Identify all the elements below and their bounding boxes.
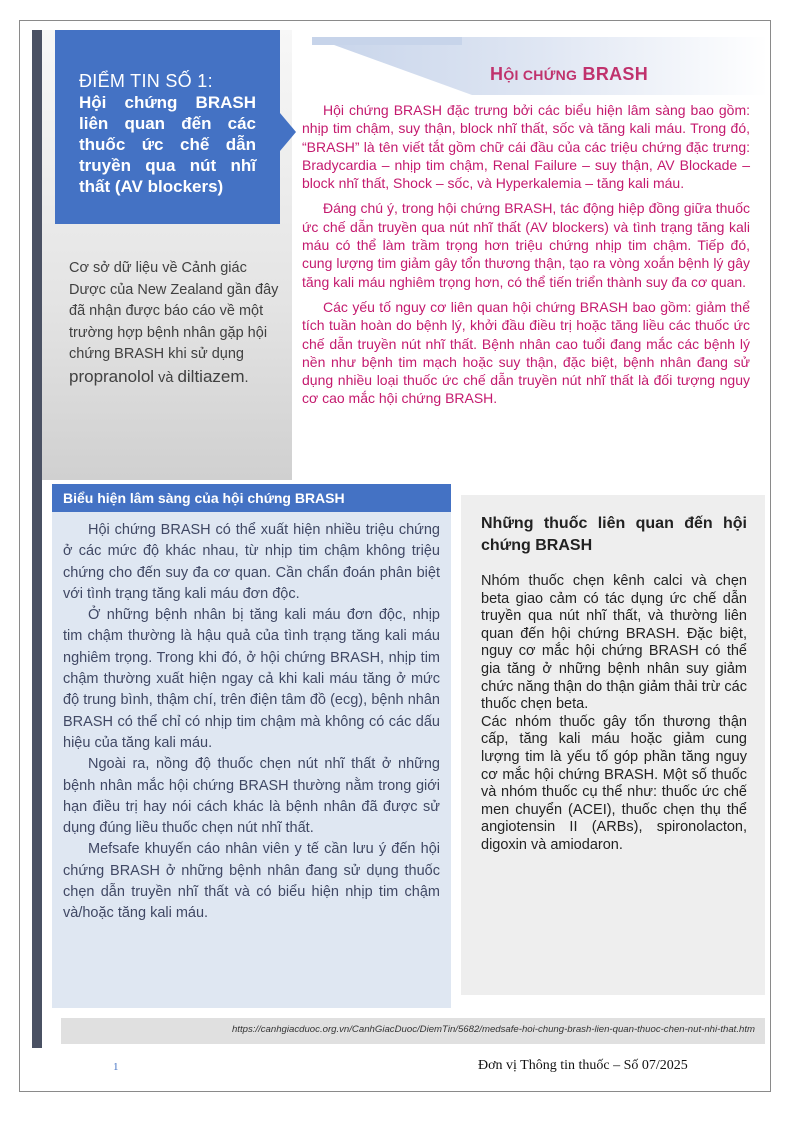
clinical-paragraph-3: Ngoài ra, nồng độ thuốc chẹn nút nhĩ thất ở những bệnh nhân mắc hội chứng BRASH thường nằm trong giới hạn điều trị hay nói cách khác là bệnh nhân đã được sử dụng đúng liều thuốc chẹn nút nhĩ thất. [63, 756, 440, 837]
sidebar-title-line2: Hội chứng BRASH liên quan đến các thuốc ức chế dẫn truyền qua nút nhĩ thất (AV blockers) [79, 93, 256, 196]
source-url[interactable]: https://canhgiacduoc.org.vn/CanhGiacDuoc/DiemTin/5682/medsafe-hoi-chung-brash-lien-quan-thuoc-chen-nut-nhi-that.htm [231, 1024, 755, 1035]
publication-footer: Đơn vị Thông tin thuốc – Số 07/2025 [478, 1058, 688, 1073]
intro-conj: và [154, 369, 178, 386]
clinical-paragraph-4: Mefsafe khuyến cáo nhân viên y tế cần lưu ý đến hội chứng BRASH ở những bệnh nhân đang sử dụng thuốc chẹn dẫn truyền nhĩ thất và có biểu hiện nhịp tim chậm và/hoặc tăng kali máu. [63, 841, 440, 922]
drugs-paragraph-2: Các nhóm thuốc gây tổn thương thận cấp, tăng kali máu hoặc giảm cung lượng tim là yếu tố góp phần tăng nguy cơ mắc hội chứng BRASH. Một số thuốc và nhóm thuốc cụ thể như: thuốc ức chế men chuyển (ACEI), thuốc chẹn thụ thể angiotensin II (ARBs), spironolacton, digoxin và amiodaron. [481, 713, 747, 853]
source-bar [61, 1018, 765, 1044]
sidebar-intro [69, 258, 279, 389]
clinical-box [52, 512, 451, 1008]
drugs-heading: Những thuốc liên quan đến hội chứng BRASH [481, 515, 747, 554]
drugs-paragraph-1: Nhóm thuốc chẹn kênh calci và chẹn beta giao cảm có tác dụng ức chế dẫn truyền qua nút nhĩ thất, và thường liên quan đến hội chứng BRASH. Đặc biệt, nguy cơ mắc hội chứng BRASH có thể gia tăng ở những bệnh nhân suy giảm chức năng thận do thận giảm thải trừ các thuốc chẹn beta. [481, 573, 747, 713]
sidebar-title-line1: ĐIỂM TIN SỐ 1: [79, 71, 213, 91]
brash-paragraph-3: Các yếu tố nguy cơ liên quan hội chứng BRASH bao gồm: giảm thể tích tuần hoàn do bệnh lý, khởi đầu điều trị hoặc tăng liều các thuốc ức chế dẫn truyền nút nhĩ thất. Bệnh nhân cao tuổi đang mắc các bệnh lý nền như bệnh tim mạch hoặc suy thận, đặc biệt, bệnh nhân đang sử dụng nhiều loại thuốc ức chế dẫn truyền nút nhĩ thất là đối tượng nguy cơ cao mắc hội chứng BRASH. [302, 298, 750, 407]
drug-name-2: diltiazem [177, 366, 245, 386]
clinical-heading: Biểu hiện lâm sàng của hội chứng BRASH [52, 484, 451, 512]
arrow-pointer-icon [280, 113, 296, 151]
intro-end: . [244, 369, 249, 386]
intro-body: Cơ sở dữ liệu về Cảnh giác Dược của New Zealand gần đây đã nhận được báo cáo về một trường hợp bệnh nhân gặp hội chứng BRASH khi sử dụng [69, 260, 279, 362]
title-smallcaps: ỘI CHỨNG [503, 67, 578, 83]
clinical-paragraph-2: Ở những bệnh nhân bị tăng kali máu đơn độc, nhịp tim chậm thường là hậu quả của tình trạng tăng kali máu nghiêm trọng. Trong khi đó, ở hội chứng BRASH, nhịp tim chậm thường xuất hiện ngay cả khi kali máu tăng ở mức độ trung bình, thậm chí, trên điện tâm đồ (ecg), bệnh nhân BRASH có thể chỉ có nhịp tim chậm mà không có các dấu hiệu của tăng kali máu. [63, 607, 440, 751]
brash-paragraph-1: Hội chứng BRASH đặc trưng bởi các biểu hiện lâm sàng bao gồm: nhịp tim chậm, suy thận, block nhĩ thất, sốc và tăng kali máu. Trong đó, “BRASH” là tên viết tắt gồm chữ cái đầu của các triệu chứng đặc trưng: Bradycardia – nhịp tim chậm, Renal Failure – suy thận, AV Blockade – block nhĩ thất, Shock – sốc, và Hyperkalemia – tăng kali máu. [302, 102, 750, 192]
page-number: 1 [113, 1061, 119, 1073]
left-accent-strip [32, 30, 42, 1048]
brash-description [302, 101, 750, 415]
clinical-paragraph-1: Hội chứng BRASH có thể xuất hiện nhiều triệu chứng ở các mức độ khác nhau, từ nhịp tim chậm không triệu chứng cho đến suy đa cơ quan. Cần chẩn đoán phân biệt với tình trạng tăng kali máu đơn độc. [63, 522, 440, 602]
sidebar-title-box [55, 30, 280, 224]
drug-name-1: propranolol [69, 366, 155, 386]
section-title-brash [490, 64, 648, 85]
title-initial: H [490, 64, 504, 84]
drugs-box [461, 495, 765, 995]
title-tail: BRASH [577, 64, 649, 84]
brash-paragraph-2: Đáng chú ý, trong hội chứng BRASH, tác động hiệp đồng giữa thuốc ức chế dẫn truyền qua nút nhĩ thất (AV blockers) và tình trạng tăng kali máu có thể làm trầm trọng hơn triệu chứng nhịp tim chậm. Tiếp đó, cung lượng tim giảm gây tổn thương thận, tạo ra vòng xoắn bệnh lý gây tăng kali máu nghiêm trọng hơn, có thể tiến triển thành suy đa cơ quan. [302, 200, 750, 290]
